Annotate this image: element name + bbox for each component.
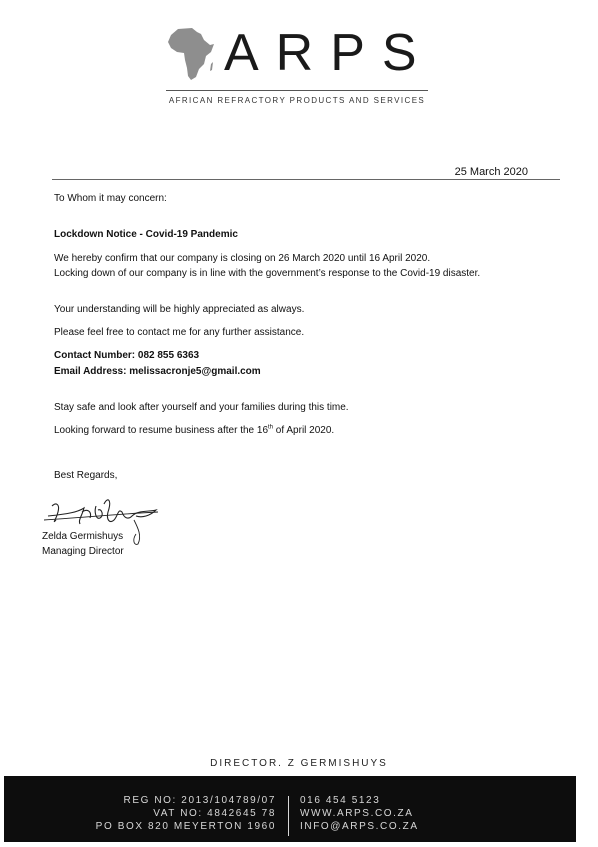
body-line: Please feel free to contact me for any further assistance.: [54, 327, 305, 338]
reg-number: REG NO: 2013/104789/07: [123, 795, 276, 806]
signatory-name: Zelda Germishuys: [42, 531, 124, 542]
footer-divider: [288, 796, 289, 836]
salutation: To Whom it may concern:: [54, 193, 167, 204]
letterhead-divider: [166, 90, 428, 91]
contact-details: [300, 794, 419, 833]
body-line: Your understanding will be highly appreciated as always.: [54, 304, 305, 315]
registration-details: [96, 794, 276, 833]
footer-email: INFO@ARPS.CO.ZA: [300, 821, 419, 832]
africa-map-icon: [166, 26, 216, 82]
director-line: DIRECTOR. Z GERMISHUYS: [210, 758, 388, 769]
subject-line: Lockdown Notice - Covid-19 Pandemic: [54, 229, 238, 240]
vat-number: VAT NO: 4842645 78: [153, 808, 276, 819]
postal-address: PO BOX 820 MEYERTON 1960: [95, 821, 276, 832]
closing: Best Regards,: [54, 470, 118, 481]
body-line: Looking forward to resume business after the 16th of April 2020.: [54, 424, 335, 436]
contact-number: Contact Number: 082 855 6363: [54, 350, 200, 361]
website: WWW.ARPS.CO.ZA: [300, 808, 414, 819]
body-line: Stay safe and look after yourself and your families during this time.: [54, 402, 349, 413]
email-address: Email Address: melissacronje5@gmail.com: [54, 366, 261, 377]
phone-number: 016 454 5123: [300, 795, 381, 806]
company-logo: [162, 22, 442, 88]
signatory-title: Managing Director: [42, 546, 124, 557]
footer-bar: [4, 776, 576, 842]
letter-date: 25 March 2020: [454, 166, 528, 178]
company-full-name: AFRICAN REFRACTORY PRODUCTS AND SERVICES: [168, 96, 426, 105]
date-divider: [52, 179, 560, 180]
brand-name: ARPS: [224, 24, 434, 82]
body-line: Locking down of our company is in line with the government’s response to the Covid-19 disaster.: [54, 268, 481, 279]
body-line: We hereby confirm that our company is closing on 26 March 2020 until 16 April 2020.: [54, 253, 431, 264]
